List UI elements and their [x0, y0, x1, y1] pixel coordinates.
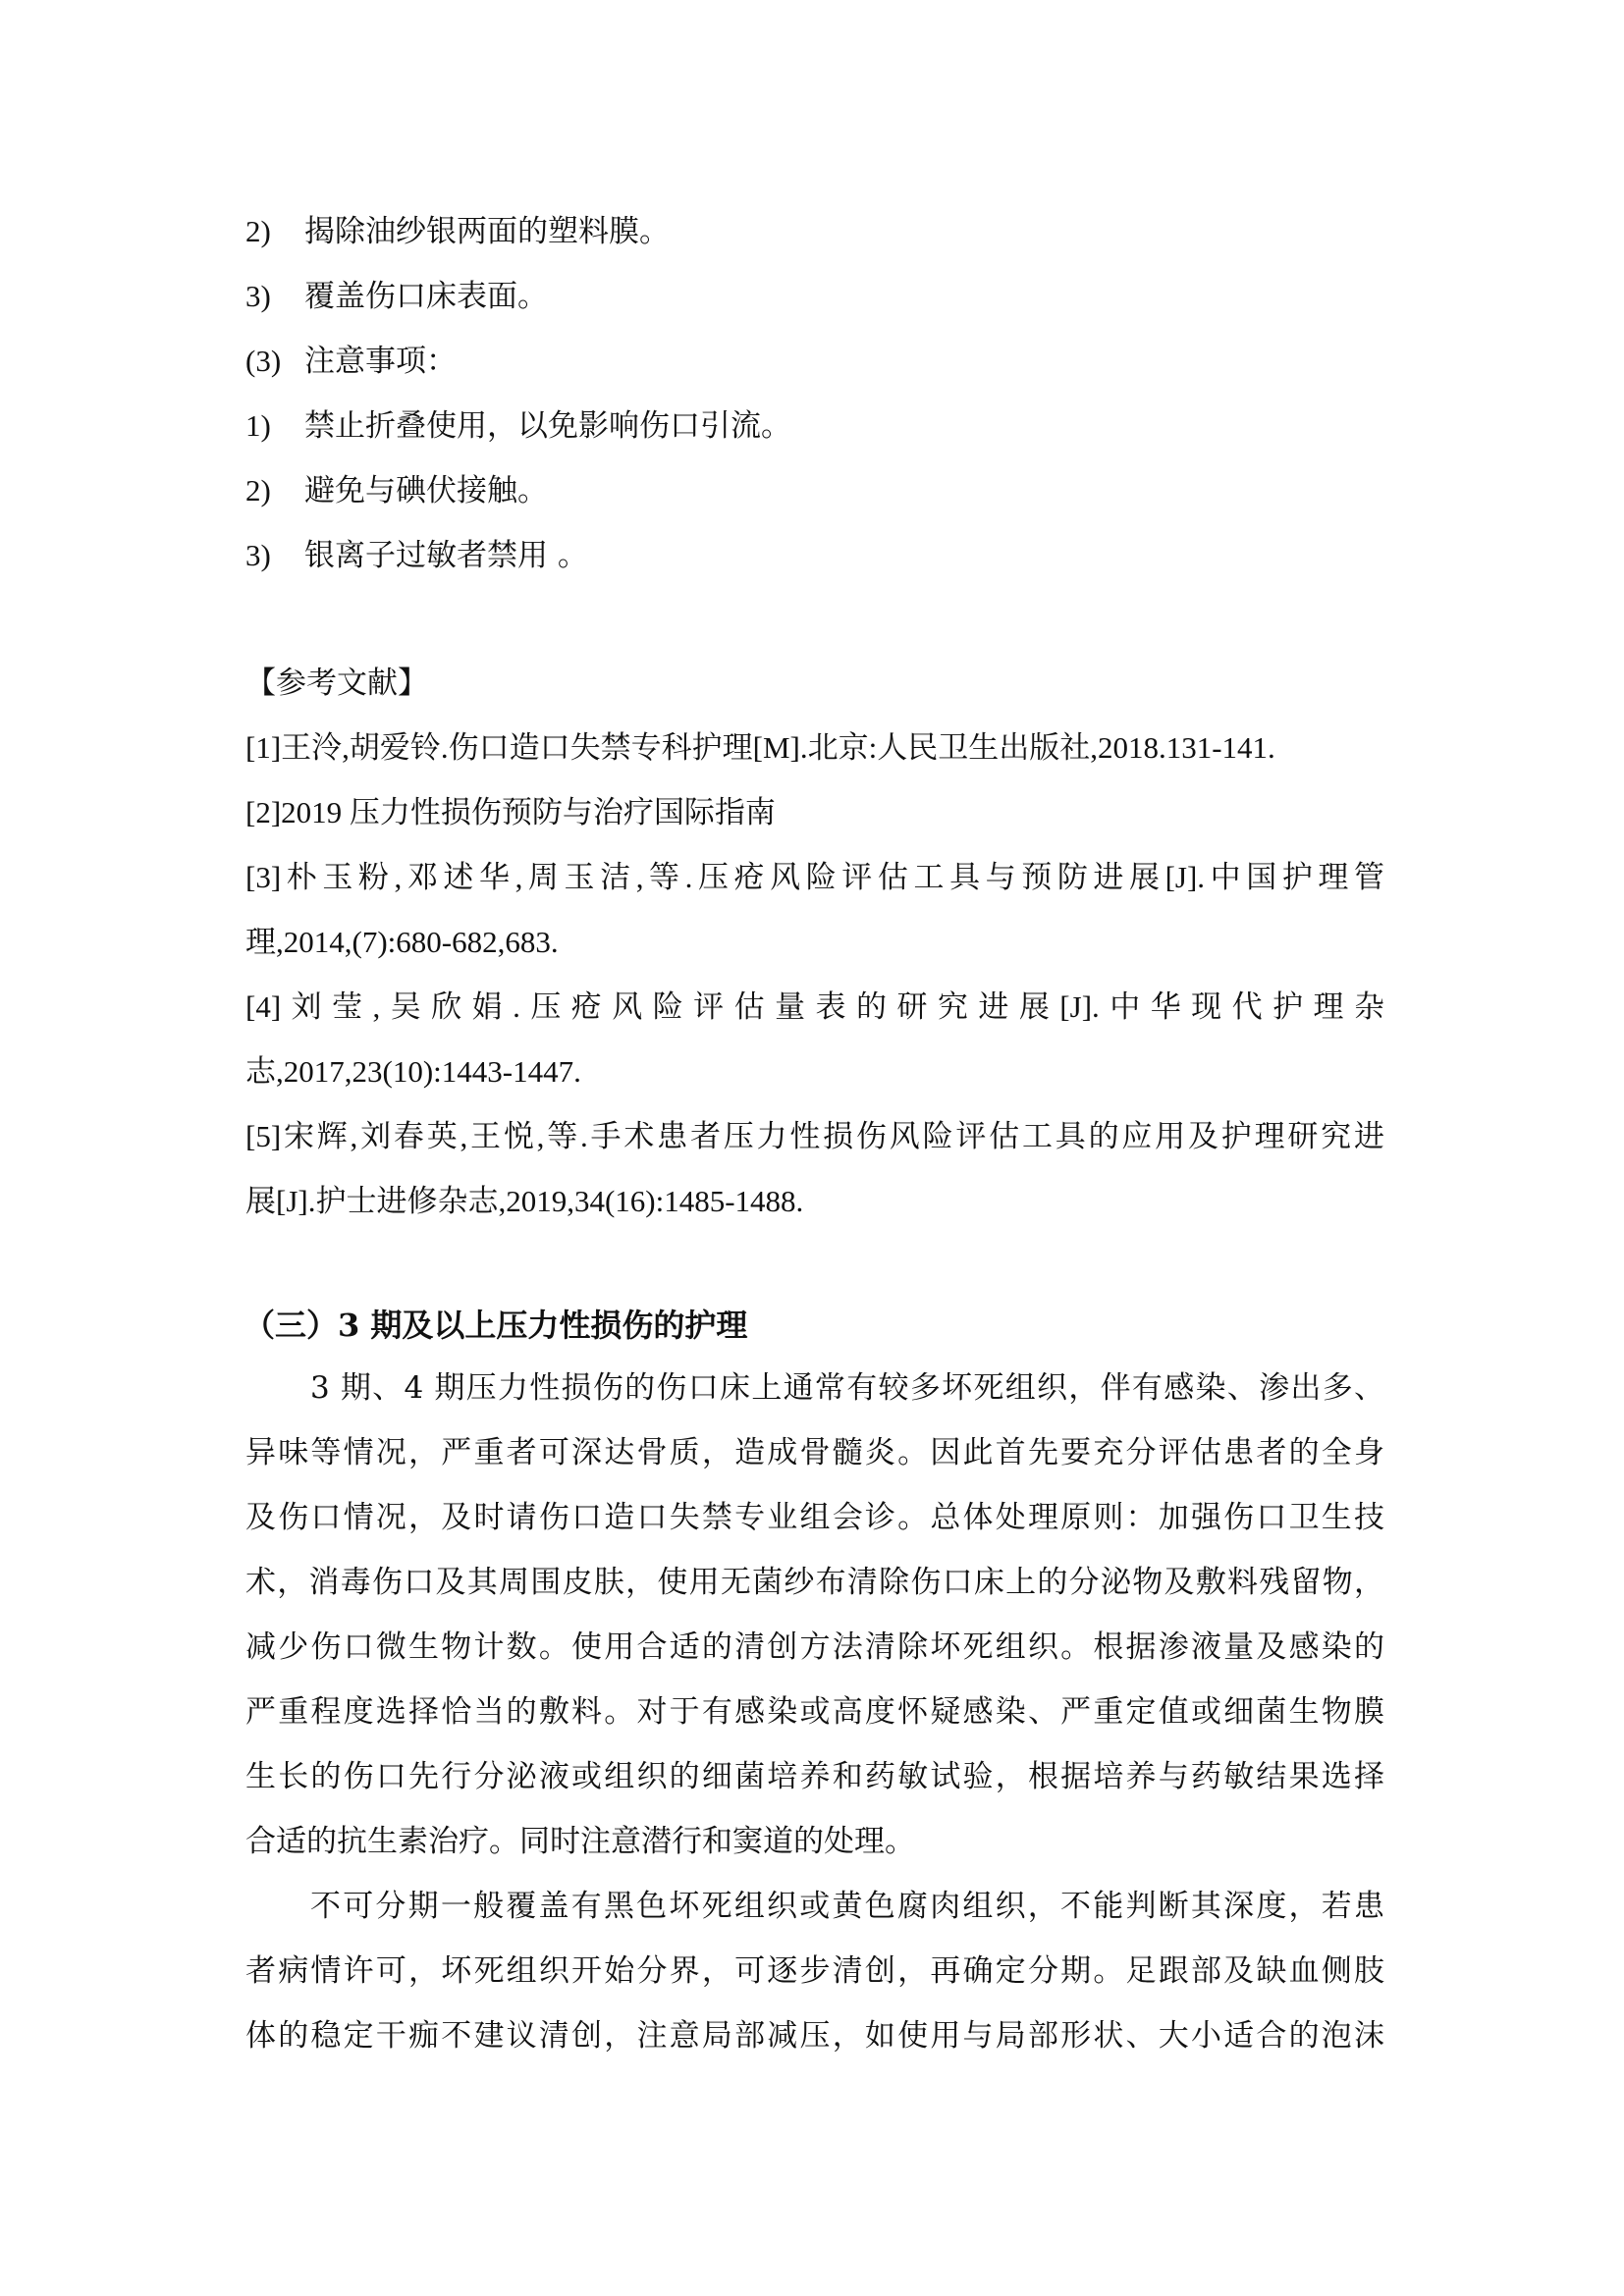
paragraph-line: 减少伤口微生物计数。使用合适的清创方法清除坏死组织。根据渗液量及感染的	[245, 1629, 1384, 1665]
precaution-number: 1)	[245, 408, 271, 443]
paragraph-line: 合适的抗生素治疗。同时注意潜行和窦道的处理。	[245, 1824, 915, 1859]
references-title: 【参考文献】	[245, 666, 428, 701]
step-item	[245, 275, 1384, 318]
reference-line: [1]王泠,胡爱铃.伤口造口失禁专科护理[M].北京:人民卫生出版社,2018.131-141.	[245, 730, 1275, 765]
reference-line: 理,2014,(7):680-682,683.	[245, 925, 559, 959]
step-text: 揭除油纱银两面的塑料膜。	[304, 214, 670, 249]
step-item	[245, 210, 1384, 253]
step-number: 2)	[245, 214, 271, 248]
reference-line: [2]2019 压力性损伤预防与治疗国际指南	[245, 795, 776, 829]
precautions-heading-number: (3)	[245, 344, 282, 378]
step-number: 3)	[245, 279, 271, 313]
precaution-text: 避免与碘伏接触。	[304, 473, 548, 508]
paragraph-line: 不可分期一般覆盖有黑色坏死组织或黄色腐肉组织，不能判断其深度，若患	[310, 1889, 1384, 1924]
paragraph-line: 异味等情况，严重者可深达骨质，造成骨髓炎。因此首先要充分评估患者的全身	[245, 1435, 1384, 1470]
paragraph-line: 体的稳定干痂不建议清创，注意局部减压，如使用与局部形状、大小适合的泡沫	[245, 2018, 1384, 2054]
precaution-text: 银离子过敏者禁用 。	[304, 538, 588, 573]
precaution-item	[245, 404, 1384, 448]
reference-line: [3]朴玉粉,邓述华,周玉洁,等.压疮风险评估工具与预防进展[J].中国护理管	[245, 860, 1384, 894]
section-heading: （三）3 期及以上压力性损伤的护理	[244, 1307, 748, 1344]
paragraph-line: 及伤口情况，及时请伤口造口失禁专业组会诊。总体处理原则：加强伤口卫生技	[245, 1500, 1384, 1535]
precaution-item	[245, 469, 1384, 512]
precaution-item	[245, 534, 1384, 577]
step-text: 覆盖伤口床表面。	[304, 279, 548, 314]
precautions-heading-text: 注意事项：	[304, 344, 457, 379]
paragraph-line: 严重程度选择恰当的敷料。对于有感染或高度怀疑感染、严重定值或细菌生物膜	[245, 1694, 1384, 1730]
paragraph-line: 术，消毒伤口及其周围皮肤，使用无菌纱布清除伤口床上的分泌物及敷料残留物，	[245, 1565, 1384, 1600]
reference-line: [4]刘莹,吴欣娟.压疮风险评估量表的研究进展[J].中华现代护理杂	[245, 989, 1384, 1024]
paragraph-line: 者病情许可，坏死组织开始分界，可逐步清创，再确定分期。足跟部及缺血侧肢	[245, 1953, 1384, 1989]
paragraph-line: 3 期、4 期压力性损伤的伤口床上通常有较多坏死组织，伴有感染、渗出多、	[310, 1370, 1384, 1406]
precaution-number: 2)	[245, 473, 271, 507]
precaution-text: 禁止折叠使用，以免影响伤口引流。	[304, 408, 791, 444]
reference-line: 展[J].护士进修杂志,2019,34(16):1485-1488.	[245, 1184, 804, 1218]
paragraph-line: 生长的伤口先行分泌液或组织的细菌培养和药敏试验，根据培养与药敏结果选择	[245, 1759, 1384, 1794]
precaution-number: 3)	[245, 538, 271, 572]
reference-line: [5]宋辉,刘春英,王悦,等.手术患者压力性损伤风险评估工具的应用及护理研究进	[245, 1119, 1384, 1153]
reference-line: 志,2017,23(10):1443-1447.	[245, 1054, 581, 1089]
precautions-heading	[245, 340, 1384, 383]
